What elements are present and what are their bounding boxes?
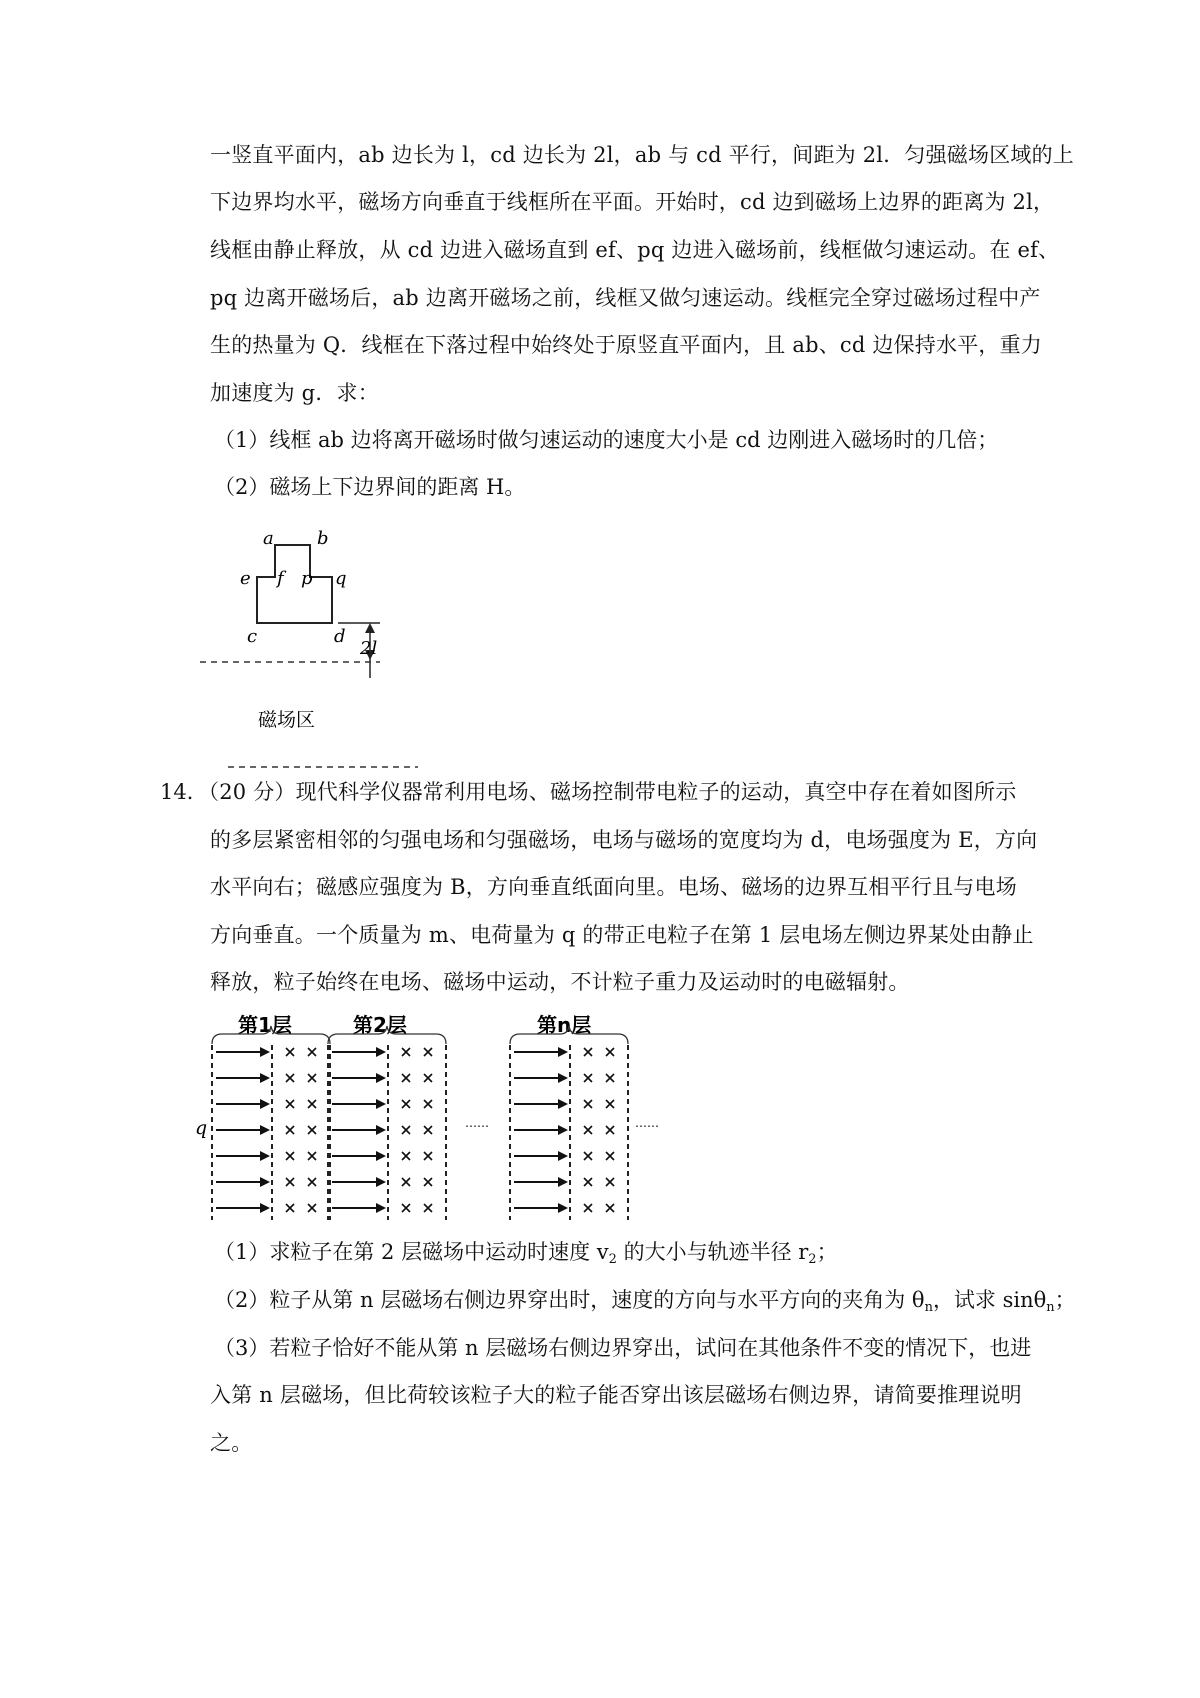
label-a: a — [263, 528, 274, 549]
q14-line-2: 的多层紧密相邻的匀强电场和匀强磁场，电场与磁场的宽度均为 d，电场强度为 E，方向 — [210, 828, 1038, 852]
electric-field-arrowhead — [558, 1203, 568, 1213]
electric-field-arrowhead — [260, 1073, 270, 1083]
electric-field-arrowhead — [376, 1151, 386, 1161]
electric-field-arrowhead — [260, 1099, 270, 1109]
magnetic-field-cross — [584, 1074, 592, 1082]
electric-field-arrowhead — [558, 1047, 568, 1057]
q14-subquestion-2 — [214, 1285, 1076, 1323]
magnetic-field-cross — [286, 1126, 294, 1134]
magnetic-field-cross — [286, 1048, 294, 1056]
q13-line-3: 线框由静止释放，从 cd 边进入磁场直到 ef、pq 边进入磁场前，线框做匀速运动。在 ef、 — [210, 238, 1060, 262]
magnetic-field-cross — [424, 1178, 432, 1186]
magnetic-field-cross — [402, 1048, 410, 1056]
label-f: f — [277, 568, 284, 589]
magnetic-field-cross — [286, 1204, 294, 1212]
magnetic-field-cross — [606, 1152, 614, 1160]
magnetic-field-cross — [308, 1178, 316, 1186]
field-region-label: 磁场区 — [258, 709, 316, 731]
q13-line-6: 加速度为 g．求： — [210, 381, 379, 405]
q14-sub1-subscript-2: 2 — [808, 1252, 817, 1267]
magnetic-field-cross — [424, 1048, 432, 1056]
electric-field-arrowhead — [376, 1047, 386, 1057]
q14-subquestion-3-line-1: （3）若粒子恰好不能从第 n 层磁场右侧边界穿出，试问在其他条件不变的情况下，也进 — [214, 1336, 1032, 1360]
electric-field-arrowhead — [376, 1125, 386, 1135]
magnetic-field-cross — [402, 1204, 410, 1212]
label-p: p — [301, 568, 313, 589]
q14-sub2-text: （2）粒子从第 n 层磁场右侧边界穿出时，速度的方向与水平方向的夹角为 θ — [214, 1288, 925, 1312]
electric-field-arrowhead — [376, 1099, 386, 1109]
magnetic-field-cross — [308, 1204, 316, 1212]
q14-sub1-end: ； — [816, 1240, 838, 1264]
arrowhead-up — [365, 623, 375, 633]
electric-field-arrowhead — [558, 1177, 568, 1187]
electric-field-arrowhead — [260, 1203, 270, 1213]
electric-field-arrowhead — [376, 1177, 386, 1187]
q14-sub1-subscript: 2 — [608, 1252, 617, 1267]
magnetic-field-cross — [286, 1074, 294, 1082]
layer-1-label: 第1层 — [238, 1013, 292, 1037]
label-b: b — [317, 528, 329, 549]
magnetic-field-cross — [606, 1178, 614, 1186]
q13-line-5: 生的热量为 Q．线框在下落过程中始终处于原竖直平面内，且 ab、cd 边保持水平，重力 — [210, 333, 1043, 357]
label-e: e — [240, 568, 251, 589]
electric-field-arrowhead — [260, 1047, 270, 1057]
q14-line-1: （20 分）现代科学仪器常利用电场、磁场控制带电粒子的运动，真空中存在着如图所示 — [198, 780, 1017, 804]
electric-field-arrowhead — [376, 1073, 386, 1083]
q14-line-4: 方向垂直。一个质量为 m、电荷量为 q 的带正电粒子在第 1 层电场左侧边界某处由静止 — [210, 923, 1034, 947]
q14-sub2-subscript: n — [924, 1300, 933, 1315]
q14-sub1-mid: 的大小与轨迹半径 r — [616, 1240, 809, 1264]
q14-number: 14． — [160, 780, 208, 804]
magnetic-field-cross — [402, 1100, 410, 1108]
q14-figure — [190, 1010, 690, 1235]
magnetic-field-cross — [584, 1048, 592, 1056]
magnetic-field-cross — [308, 1074, 316, 1082]
magnetic-field-cross — [606, 1048, 614, 1056]
q14-line-3: 水平向右；磁感应强度为 B，方向垂直纸面向里。电场、磁场的边界互相平行且与电场 — [210, 875, 1017, 899]
magnetic-field-cross — [308, 1100, 316, 1108]
magnetic-field-cross — [584, 1126, 592, 1134]
q13-line-1: 一竖直平面内，ab 边长为 l，cd 边长为 2l，ab 与 cd 平行，间距为 2l．匀强磁场区域的上 — [210, 143, 1075, 167]
wire-frame — [257, 545, 332, 623]
label-2l: 2l — [360, 638, 378, 659]
magnetic-field-cross — [402, 1152, 410, 1160]
magnetic-field-cross — [286, 1178, 294, 1186]
electric-field-arrowhead — [558, 1125, 568, 1135]
q14-sub2-end: ； — [1054, 1288, 1076, 1312]
magnetic-field-cross — [584, 1204, 592, 1212]
electric-field-arrowhead — [558, 1099, 568, 1109]
magnetic-field-cross — [424, 1100, 432, 1108]
magnetic-field-cross — [402, 1074, 410, 1082]
electric-field-arrowhead — [558, 1073, 568, 1083]
magnetic-field-cross — [424, 1126, 432, 1134]
magnetic-field-cross — [584, 1100, 592, 1108]
q14-subquestion-3-line-2: 入第 n 层磁场，但比荷较该粒子大的粒子能否穿出该层磁场右侧边界，请简要推理说明 — [210, 1383, 1022, 1407]
magnetic-field-cross — [606, 1074, 614, 1082]
magnetic-field-cross — [286, 1100, 294, 1108]
magnetic-field-cross — [424, 1204, 432, 1212]
magnetic-field-cross — [308, 1152, 316, 1160]
q13-subquestion-2: （2）磁场上下边界间的距离 H。 — [214, 475, 526, 499]
magnetic-field-cross — [308, 1048, 316, 1056]
ellipsis-1: …… — [465, 1116, 489, 1130]
q14-subquestion-3-line-3: 之。 — [210, 1431, 253, 1455]
charge-label: q — [195, 1117, 208, 1139]
magnetic-field-cross — [606, 1126, 614, 1134]
q14-sub2-mid: ，试求 sinθ — [932, 1288, 1047, 1312]
electric-field-arrowhead — [260, 1125, 270, 1135]
electric-field-arrowhead — [260, 1177, 270, 1187]
q14-subquestion-1 — [214, 1237, 838, 1275]
field-layers — [212, 1026, 628, 1220]
magnetic-field-cross — [402, 1126, 410, 1134]
q14-line-5: 释放，粒子始终在电场、磁场中运动，不计粒子重力及运动时的电磁辐射。 — [210, 970, 910, 994]
electric-field-arrowhead — [558, 1151, 568, 1161]
q13-line-4: pq 边离开磁场后，ab 边离开磁场之前，线框又做匀速运动。线框完全穿过磁场过程中产 — [210, 286, 1041, 310]
layer-2-label: 第2层 — [353, 1013, 407, 1037]
q14-sub1-text: （1）求粒子在第 2 层磁场中运动时速度 v — [214, 1240, 609, 1264]
magnetic-field-cross — [606, 1204, 614, 1212]
ellipsis-2: …… — [635, 1116, 659, 1130]
magnetic-field-cross — [424, 1152, 432, 1160]
layer-n-label: 第n层 — [537, 1013, 592, 1037]
electric-field-arrowhead — [260, 1151, 270, 1161]
magnetic-field-cross — [308, 1126, 316, 1134]
magnetic-field-cross — [584, 1178, 592, 1186]
label-c: c — [247, 626, 258, 647]
magnetic-field-cross — [402, 1178, 410, 1186]
label-d: d — [334, 626, 346, 647]
magnetic-field-cross — [606, 1100, 614, 1108]
magnetic-field-cross — [424, 1074, 432, 1082]
magnetic-field-cross — [286, 1152, 294, 1160]
q13-line-2: 下边界均水平，磁场方向垂直于线框所在平面。开始时，cd 边到磁场上边界的距离为 2l， — [210, 190, 1055, 214]
q13-subquestion-1: （1）线框 ab 边将离开磁场时做匀速运动的速度大小是 cd 边刚进入磁场时的几倍； — [214, 428, 999, 452]
q14-sub2-subscript-2: n — [1046, 1300, 1055, 1315]
label-q: q — [335, 568, 347, 589]
electric-field-arrowhead — [376, 1203, 386, 1213]
magnetic-field-cross — [584, 1152, 592, 1160]
